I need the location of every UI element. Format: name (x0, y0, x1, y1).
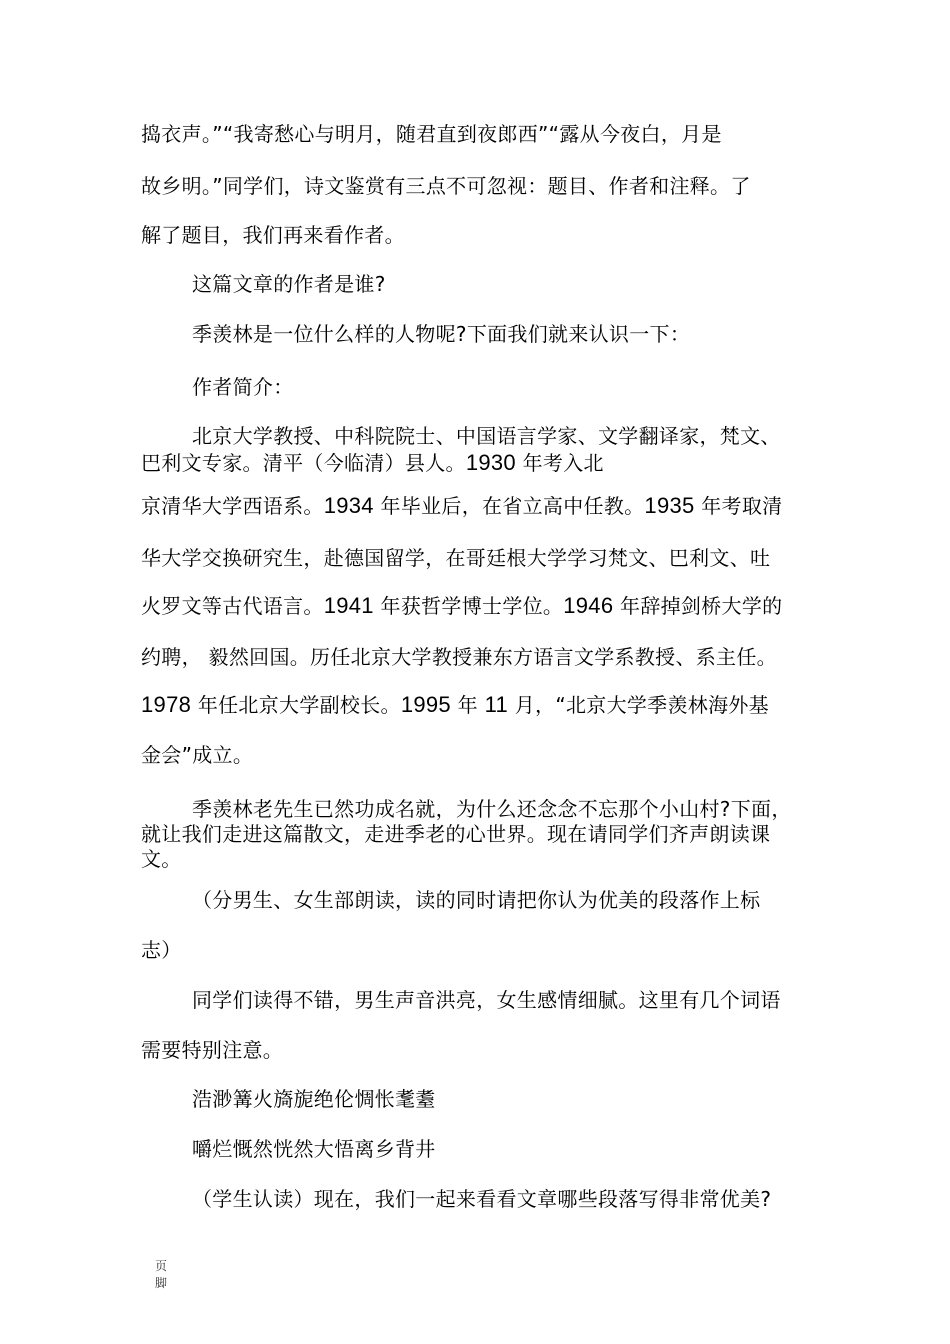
vocabulary-line: 嚼烂慨然恍然大悟离乡背井 (192, 1137, 436, 1161)
year-number: 1934 (323, 493, 374, 518)
text-line: （分男生、女生部朗读，读的同时请把你认为优美的段落作上标 (192, 888, 761, 912)
text-line: 约聘， 毅然回国。历任北京大学教授兼东方语言文学系教授、系主任。 (141, 645, 777, 669)
text-line (141, 451, 604, 475)
text-segment: 年任北京大学副校长。 (191, 693, 401, 717)
year-number: 1941 (323, 593, 374, 618)
text-line: 金会”成立。 (141, 743, 254, 767)
text-segment: 年考入北 (515, 451, 604, 475)
section-heading: 作者简介： (192, 375, 294, 399)
text-line: 需要特别注意。 (141, 1038, 284, 1062)
text-line (141, 594, 782, 618)
text-line: 文。 (141, 847, 182, 871)
text-segment: 年 (450, 693, 485, 717)
text-line (141, 494, 782, 518)
text-line: 解了题目，我们再来看作者。 (141, 223, 405, 247)
text-segment: 年考取清 (694, 494, 783, 518)
text-line: 华大学交换研究生，赴德国留学，在哥廷根大学学习梵文、巴利文、吐 (141, 546, 771, 570)
text-line: 这篇文章的作者是谁? (192, 272, 386, 296)
footer-char: 页 (155, 1259, 168, 1273)
text-line: 志） (141, 938, 182, 962)
text-line: 同学们读得不错，男生声音洪亮，女生感情细腻。这里有几个词语 (192, 988, 781, 1012)
text-segment: 巴利文专家。清平（今临清）县人。 (141, 451, 466, 475)
text-line: 北京大学教授、中科院院士、中国语言学家、文学翻译家，梵文、 (192, 424, 781, 448)
text-line: 故乡明。”同学们，诗文鉴赏有三点不可忽视：题目、作者和注释。了 (141, 174, 751, 198)
year-number: 1995 (400, 692, 451, 717)
text-segment: 年获哲学博士学位。 (373, 594, 564, 618)
year-number: 1935 (644, 493, 695, 518)
month-number: 11 (484, 692, 509, 717)
footer-char: 脚 (155, 1276, 168, 1290)
text-line: 季羡林老先生已然功成名就，为什么还念念不忘那个小山村?下面， (192, 797, 792, 821)
text-line: （学生认读）现在，我们一起来看看文章哪些段落写得非常优美? (192, 1187, 772, 1211)
text-segment: 月，“北京大学季羡林海外基 (508, 693, 769, 717)
text-line: 季羡林是一位什么样的人物呢?下面我们就来认识一下： (192, 322, 691, 346)
text-line: 捣衣声。”“我寄愁心与明月，随君直到夜郎西”“露从今夜白，月是 (141, 122, 722, 146)
text-segment: 年毕业后，在省立高中任教。 (373, 494, 645, 518)
year-number: 1978 (141, 692, 192, 717)
text-segment: 火罗文等古代语言。 (141, 594, 324, 618)
year-number: 1930 (465, 450, 516, 475)
text-segment: 京清华大学西语系。 (141, 494, 324, 518)
vocabulary-line: 浩渺篝火旖旎绝伦惆怅耄耋 (192, 1087, 436, 1111)
text-line (141, 693, 769, 717)
text-segment: 年辞掉剑桥大学的 (613, 594, 783, 618)
text-line: 就让我们走进这篇散文，走进季老的心世界。现在请同学们齐声朗读课 (141, 822, 771, 846)
year-number: 1946 (563, 593, 614, 618)
